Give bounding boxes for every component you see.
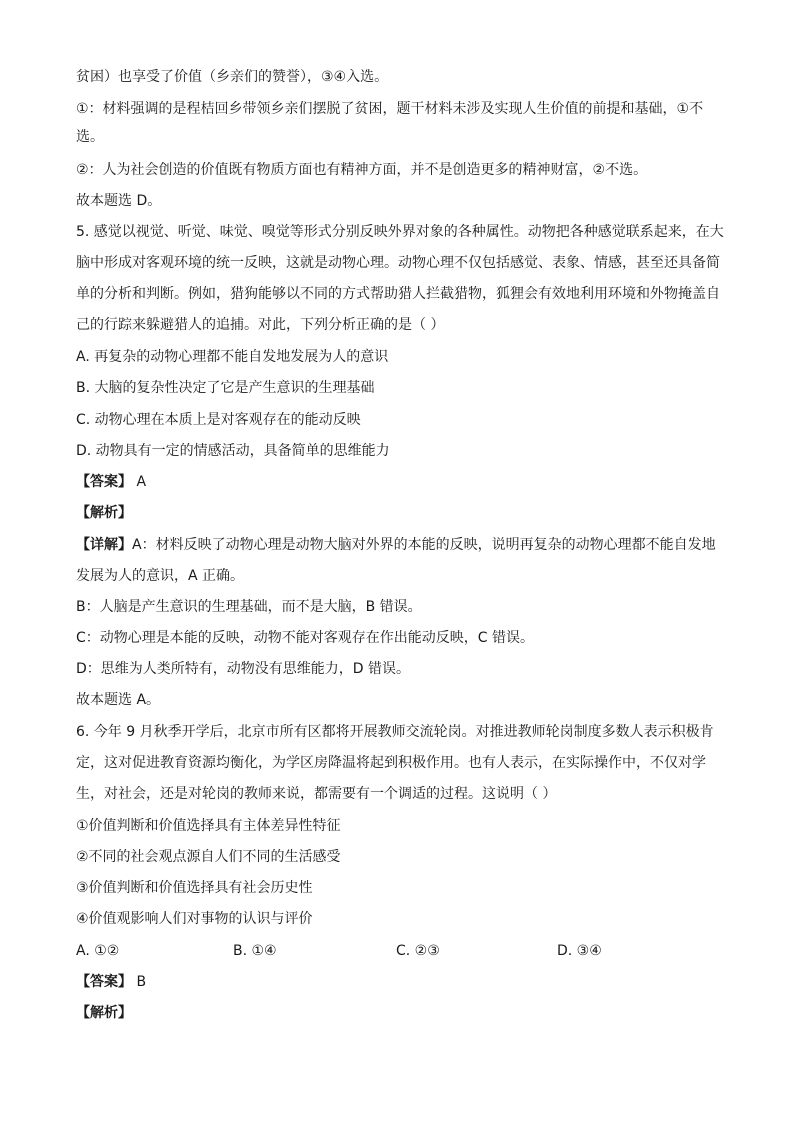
q5-detail-line-2: 发展为人的意识，A 正确。 [76,568,245,584]
q5-conclusion: 故本题选 A。 [76,692,161,708]
q5-analysis-tag: 【解析】 [76,505,132,521]
prev-answer-conclusion: 故本题选 D。 [76,193,162,209]
q6-option-c: C. ②③ [396,943,440,959]
q5-option-c: C. 动物心理在本质上是对客观存在的能动反映 [76,412,361,428]
q5-stem-line-4: 己的行踪来躲避猎人的追捕。对此，下列分析正确的是（ ） [76,317,445,333]
q6-item-1: ①价值判断和价值选择具有主体差异性特征 [76,818,341,834]
q5-detail-line-4: C：动物心理是本能的反映，动物不能对客观存在作出能动反映，C 错误。 [76,630,534,646]
prev-answer-line-4: ②：人为社会创造的价值既有物质方面也有精神方面，并不是创造更多的精神财富，②不选。 [76,162,648,178]
prev-answer-line-2: ①：材料强调的是程桔回乡带领乡亲们摆脱了贫困，题干材料未涉及实现人生价值的前提和基础，①不 [76,101,704,117]
q6-option-a: A. ①② [76,943,120,959]
q5-answer-value: A [136,474,147,490]
q6-answer-value: B [136,974,147,990]
q5-stem-line-3: 单的分析和判断。例如，猎狗能够以不同的方式帮助猎人拦截猎物，狐狸会有效地利用环境和外物掩盖自 [76,286,720,302]
q5-answer-tag: 【答案】 [76,474,132,490]
q5-option-b: B. 大脑的复杂性决定了它是产生意识的生理基础 [76,380,375,396]
prev-answer-line-1: 贫困）也享受了价值（乡亲们的赞誉），③④入选。 [76,69,389,85]
prev-answer-line-3: 选。 [76,129,104,145]
q6-answer-tag: 【答案】 [76,974,132,990]
q5-option-a: A. 再复杂的动物心理都不能自发地发展为人的意识 [76,349,389,365]
q6-option-b: B. ①④ [233,943,277,959]
q5-stem-line-1: 5. 感觉以视觉、听觉、味觉、嗅觉等形式分别反映外界对象的各种属性。动物把各种感觉联系起来，在大 [76,224,724,240]
q6-stem-line-2: 定，这对促进教育资源均衡化，为学区房降温将起到积极作用。也有人表示，在实际操作中，不仅对学 [76,755,706,771]
q6-item-2: ②不同的社会观点源自人们不同的生活感受 [76,849,341,865]
q6-answer [76,972,146,992]
q6-analysis-tag: 【解析】 [76,1005,132,1021]
q6-stem-line-1: 6. 今年 9 月秋季开学后，北京市所有区都将开展教师交流轮岗。对推进教师轮岗制度多数人表示积极肯 [76,724,714,740]
q5-detail-tag: 【详解】 [76,537,132,553]
q6-option-d: D. ③④ [557,943,602,959]
q6-stem-line-3: 生，对社会，还是对轮岗的教师来说，都需要有一个调适的过程。这说明（ ） [76,786,557,802]
q5-stem-line-2: 脑中形成对客观环境的统一反映，这就是动物心理。动物心理不仅包括感觉、表象、情感，甚至还具备简 [76,255,720,271]
q6-item-4: ④价值观影响人们对事物的认识与评价 [76,911,313,927]
q5-answer [76,472,146,492]
q5-detail-line-5: D：思维为人类所特有，动物没有思维能力，D 错误。 [76,661,411,677]
q5-detail-text-1: A：材料反映了动物心理是动物大脑对外界的本能的反映，说明再复杂的动物心理都不能自发地 [132,537,716,553]
q5-detail-line-1 [76,535,716,555]
q6-item-3: ③价值判断和价值选择具有社会历史性 [76,880,313,896]
q5-detail-line-3: B：人脑是产生意识的生理基础，而不是大脑，B 错误。 [76,599,422,615]
q5-option-d: D. 动物具有一定的情感活动，具备简单的思维能力 [76,443,390,459]
